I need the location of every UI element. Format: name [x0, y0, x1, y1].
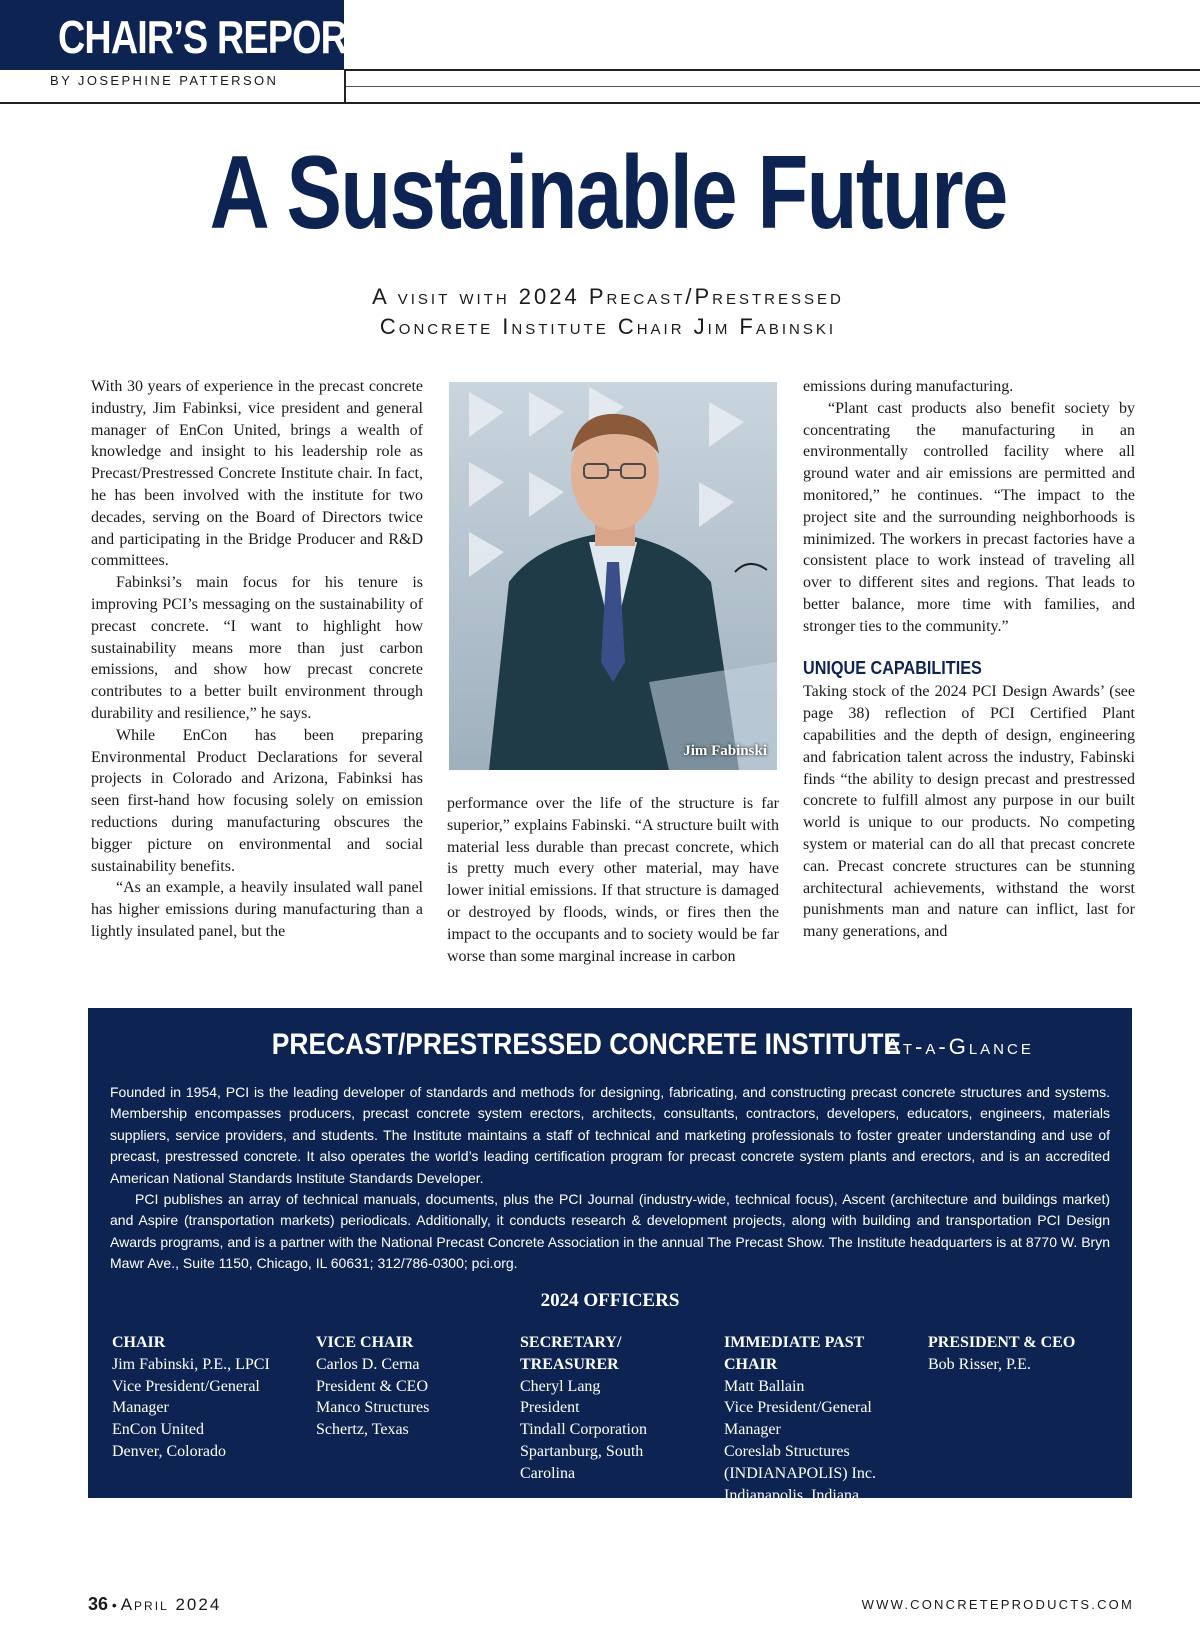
- header-rule: [0, 102, 344, 104]
- portrait-illustration: [449, 382, 777, 770]
- paragraph: While EnCon has been preparing Environmental Product Declarations for several projects in Colorado and Arizona, Fabinksi has seen first-hand how focusing solely on emission reductions during manufacturing obscures the bigger picture on environmental and social sustainability benefits.: [91, 726, 423, 875]
- paragraph: emissions during manufacturing.: [803, 378, 1014, 395]
- page-footer-left: [88, 1594, 221, 1615]
- page-number: 36: [88, 1594, 109, 1614]
- header-rule: [344, 86, 1200, 87]
- article-column-2: [447, 793, 779, 967]
- paragraph: Fabinksi’s main focus for his tenure is improving PCI’s messaging on the sustainability of precast concrete. “I want to highlight how sustainability means more than just carbon emissions, and show how precast concrete contributes to a better built environment through durability and resilience,” he says.: [91, 574, 423, 722]
- officers-heading: 2024 OFFICERS: [540, 1290, 680, 1311]
- article-subtitle: A visit with 2024 Precast/Prestressed Concrete Institute Chair Jim Fabinski: [372, 284, 844, 339]
- website-url[interactable]: WWW.CONCRETEPRODUCTS.COM: [861, 1597, 1134, 1612]
- portrait-photo: [449, 382, 777, 770]
- footer-bullet: •: [111, 1597, 117, 1613]
- paragraph: “Plant cast products also benefit society by concentrating the manufacturing in an environmentally controlled facility where all ground water and air emissions are permitted and monitored,” he continues. “The impact to the project site and the surrounding neighborhoods is minimized. The workers in precast factories have a consistent place to work instead of traveling all over to different sites and regions. That leads to better balance, more time with families, and stronger ties to the community.”: [803, 399, 1135, 635]
- header-divider: [344, 70, 346, 104]
- article-column-1: [91, 376, 423, 943]
- section-heading: UNIQUE CAPABILITIES: [803, 657, 982, 678]
- box-body: [110, 1082, 1110, 1275]
- byline: BY JOSEPHINE PATTERSON: [50, 73, 279, 88]
- photo-caption: Jim Fabinski: [683, 743, 767, 759]
- paragraph: performance over the life of the structure is far superior,” explains Fabinski. “A structure built with material less durable than precast concrete, which is pretty much every other material, may have lower initial emissions. If that structure is damaged or destroyed by floods, winds, or fires then the impact to the occupants and to society would be far worse than some marginal increase in carbon: [447, 795, 779, 965]
- issue-date: April 2024: [120, 1595, 222, 1614]
- paragraph: Taking stock of the 2024 PCI Design Awards’ (see page 38) reflection of PCI Certified Plant capabilities and the depth of design, engineering and fabrication talent across the industry, Fabinski finds “the ability to design precast and prestressed concrete to fulfill almost any purpose in our built world is unique to our products. No competing system or material can do all that precast concrete can. Precast concrete structures can be stunning architectural achievements, withstand the worst punishments man and nature can inflict, last for many generations, and: [803, 683, 1135, 941]
- header-rule: [344, 102, 1200, 104]
- officer-chair: CHAIR Jim Fabinski, P.E., LPCI Vice President/General Manager EnCon United Denver, Colorado: [112, 1334, 270, 1460]
- officer-president-ceo: PRESIDENT & CEO Bob Risser, P.E.: [928, 1334, 1076, 1373]
- section-title: CHAIR’S REPORT: [58, 11, 370, 63]
- paragraph: PCI publishes an array of technical manuals, documents, plus the PCI Journal (industry-wide, technical focus), Ascent (architecture and buildings market) and Aspire (transportation markets) periodicals. Additionally, it conducts research & development projects, along with building and transportation PCI Design Awards programs, and is a partner with the National Precast Concrete Association in the annual The Precast Show. The Institute headquarters is at 8770 W. Bryn Mawr Ave., Suite 1150, Chicago, IL 60631; 312/786-0300; pci.org.: [110, 1191, 1110, 1272]
- box-title: PRECAST/PRESTRESSED CONCRETE INSTITUTE At-a-Glance: [271, 1028, 1034, 1061]
- article-title: A Sustainable Future: [209, 135, 1007, 251]
- article-column-3: [803, 376, 1135, 943]
- paragraph: With 30 years of experience in the precast concrete industry, Jim Fabinksi, vice president and general manager of EnCon United, brings a wealth of knowledge and insight to his leadership role as Precast/Prestressed Concrete Institute chair. In fact, he has been involved with the institute for two decades, serving on the Board of Directors twice and participating in the Bridge Producer and R&D committees.: [91, 378, 423, 570]
- header-rule: [344, 69, 1200, 71]
- officer-vice-chair: VICE CHAIR Carlos D. Cerna President & CEO Manco Structures Schertz, Texas: [316, 1334, 430, 1439]
- officer-secretary-treasurer: SECRETARY/ TREASURER Cheryl Lang President Tindall Corporation Spartanburg, South Carolina: [520, 1334, 647, 1482]
- officer-immediate-past-chair: IMMEDIATE PAST CHAIR Matt Ballain Vice President/General Manager Coreslab Structures (INDIANAPOLIS) Inc. Indianapolis, Indiana: [724, 1334, 876, 1504]
- pci-at-a-glance-box: [88, 1008, 1132, 1504]
- paragraph: “As an example, a heavily insulated wall panel has higher emissions during manufacturing than a lightly insulated panel, but the: [91, 879, 423, 940]
- paragraph: Founded in 1954, PCI is the leading developer of standards and methods for designing, fabricating, and constructing precast concrete structures and systems. Membership encompasses producers, precast concrete system erectors, architects, consultants, contractors, developers, educators, engineers, materials suppliers, service providers, and students. The Institute maintains a staff of technical and marketing professionals to foster greater understanding and use of precast, prestressed concrete. It also operates the world’s leading certification program for precast concrete system plants and erectors, and is an accredited American National Standards Institute Standards Developer.: [110, 1084, 1110, 1186]
